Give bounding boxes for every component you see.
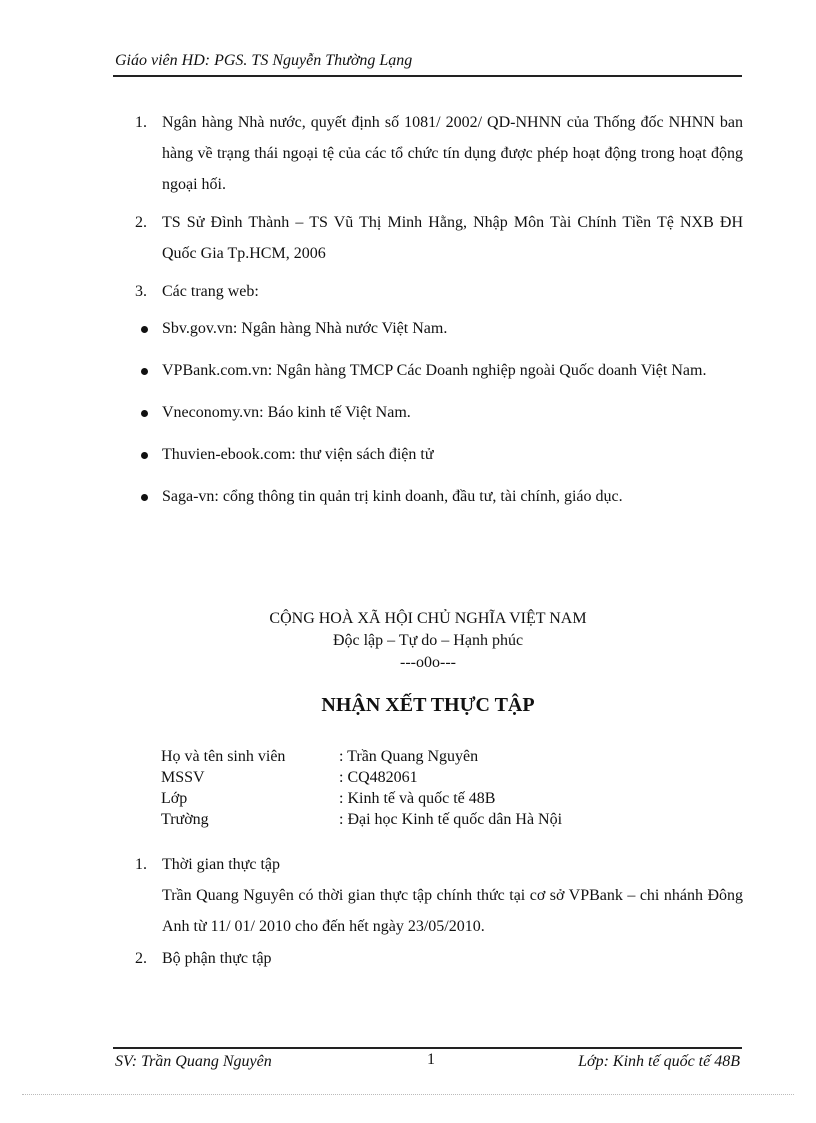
section-heading-text: Bộ phận thực tập: [162, 950, 272, 967]
bullet-icon: [141, 368, 148, 375]
country-name: CỘNG HOÀ XÃ HỘI CHỦ NGHĨA VIỆT NAM: [269, 610, 587, 627]
website-text: Vneconomy.vn: Báo kinh tế Việt Nam.: [162, 404, 411, 421]
website-list: [116, 314, 743, 512]
section-heading: [113, 943, 743, 974]
reference-list: [113, 107, 743, 524]
website-text: Saga-vn: cổng thông tin quản trị kinh doanh, đầu tư, tài chính, giáo dục.: [162, 488, 623, 505]
page-header: [113, 51, 742, 77]
website-item: [116, 482, 743, 512]
bullet-icon: [141, 326, 148, 333]
national-motto: [113, 608, 743, 674]
info-row-id: [161, 767, 661, 788]
website-text: Thuvien-ebook.com: thư viện sách điện tử: [162, 446, 434, 463]
reference-item: [113, 107, 743, 200]
reference-number: 2.: [135, 214, 147, 231]
section-number: 1.: [135, 856, 147, 873]
motto-slogan: Độc lập – Tự do – Hạnh phúc: [332, 632, 524, 649]
reference-number: 3.: [135, 283, 147, 300]
section-heading-text: Thời gian thực tập: [162, 856, 280, 873]
section-number: 2.: [135, 950, 147, 967]
reference-text: Ngân hàng Nhà nước, quyết định số 1081/ 2002/ QD-NHNN của Thống đốc NHNN ban hàng về trạng thái ngoại tệ của các tổ chức tín dụng được phép hoạt động trong hoạt động ngoại hối.: [162, 114, 743, 193]
bullet-icon: [141, 494, 148, 501]
header-supervisor: Giáo viên HD: PGS. TS Nguyễn Thường Lạng: [115, 52, 413, 69]
website-item: [116, 398, 743, 428]
website-item: [116, 314, 743, 344]
section-internship-time: [113, 849, 743, 942]
reference-item: [113, 207, 743, 269]
website-item: [116, 440, 743, 470]
footer-student: SV: Trần Quang Nguyên: [115, 1053, 272, 1070]
section-body-text: Trần Quang Nguyên có thời gian thực tập chính thức tại cơ sở VPBank – chi nhánh Đông Anh từ 11/ 01/ 2010 cho đến hết ngày 23/05/2010.: [162, 887, 743, 935]
bullet-icon: [141, 452, 148, 459]
info-value: : Kinh tế và quốc tế 48B: [339, 790, 496, 807]
info-value: : CQ482061: [339, 769, 418, 786]
info-label: Trường: [161, 811, 209, 828]
info-row-name: [161, 746, 661, 767]
info-value: : Đại học Kinh tế quốc dân Hà Nội: [339, 811, 563, 828]
info-row-school: [161, 809, 661, 830]
reference-item: [113, 276, 743, 307]
info-label: Lớp: [161, 790, 188, 807]
page-title: NHẬN XẾT THỰC TẬP: [321, 694, 535, 716]
reference-text: Các trang web:: [162, 283, 259, 300]
website-text: VPBank.com.vn: Ngân hàng TMCP Các Doanh nghiệp ngoài Quốc doanh Việt Nam.: [162, 362, 707, 379]
section-heading: [113, 849, 743, 880]
page-footer: [113, 1047, 742, 1079]
website-item: [116, 356, 743, 386]
page-boundary-divider: [22, 1094, 794, 1095]
info-value: : Trần Quang Nguyên: [339, 748, 479, 765]
section-body: [113, 880, 743, 942]
bullet-icon: [141, 410, 148, 417]
reference-text: TS Sử Đình Thành – TS Vũ Thị Minh Hằng, Nhập Môn Tài Chính Tiền Tệ NXB ĐH Quốc Gia Tp.HCM, 2006: [162, 214, 743, 262]
motto-separator: ---o0o---: [400, 654, 456, 671]
section-department: [113, 943, 743, 981]
student-info: [161, 746, 661, 830]
website-text: Sbv.gov.vn: Ngân hàng Nhà nước Việt Nam.: [162, 320, 448, 337]
info-row-class: [161, 788, 661, 809]
page-number: 1: [427, 1051, 435, 1068]
info-label: Họ và tên sinh viên: [161, 748, 286, 765]
footer-class: Lớp: Kinh tế quốc tế 48B: [578, 1053, 740, 1070]
info-label: MSSV: [161, 769, 205, 786]
reference-number: 1.: [135, 114, 147, 131]
